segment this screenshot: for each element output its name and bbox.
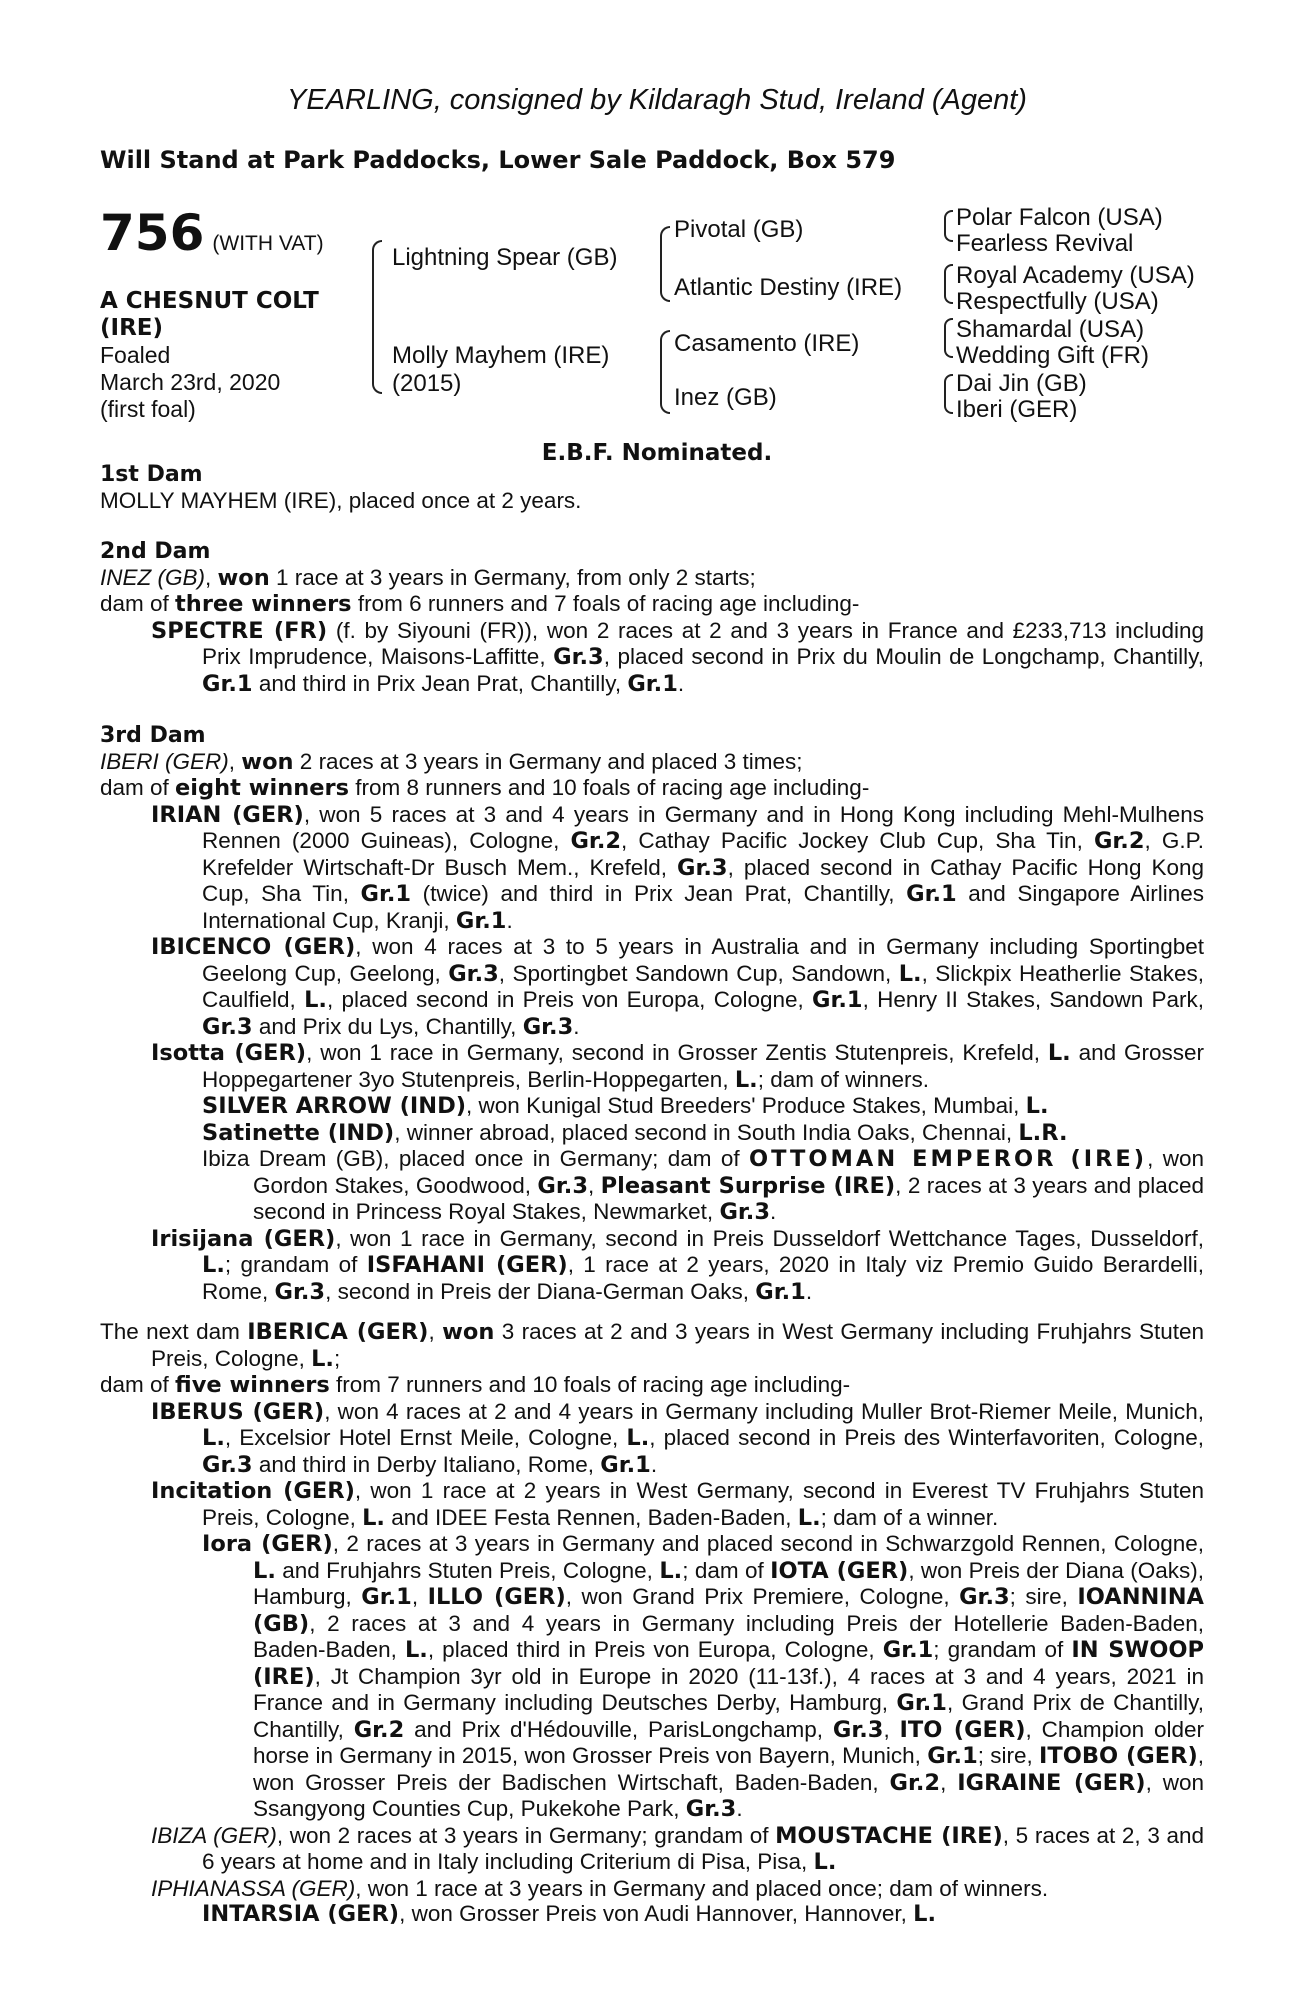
- pedigree-dam-year: (2015): [392, 370, 462, 397]
- produce-entry: IPHIANASSA (GER), won 1 race at 3 years in Germany and placed once; dam of winners.: [151, 1875, 1049, 1901]
- pedigree-brace-ss: [944, 210, 953, 242]
- produce-entry: Incitation (GER), won 1 race at 2 years in West Germany, second in Everest TV Fruhjahrs Stuten Preis, Cologne, L. and IDEE Festa Rennen, Baden-Baden, L.; dam of a winner.: [151, 1478, 1204, 1531]
- lot-number-block: [100, 204, 324, 262]
- stand-location: Will Stand at Park Paddocks, Lower Sale Paddock, Box 579: [100, 146, 896, 174]
- produce-entry: IBERUS (GER), won 4 races at 2 and 4 years in Germany including Muller Brot-Riemer Meile, Munich, L., Excelsior Hotel Ernst Meile, Cologne, L., placed second in Preis des Winterfavoriten, Cologne, Gr.3 and third in Derby Italiano, Rome, Gr.1.: [151, 1398, 1204, 1478]
- horse-sex-colour: A CHESNUT COLT: [100, 288, 319, 314]
- pedigree-sire-sire: Pivotal (GB): [674, 216, 804, 243]
- produce-entry: IBIZA (GER), won 2 races at 3 years in Germany; grandam of MOUSTACHE (IRE), 5 races at 2, 3 and 6 years at home and in Italy including Criterium di Pisa, Pisa, L.: [151, 1822, 1205, 1875]
- pedigree-brace-dd: [944, 374, 953, 414]
- pedigree-dds: Dai Jin (GB): [956, 370, 1087, 397]
- pedigree-dam-dam: Inez (GB): [674, 384, 777, 411]
- produce-entry: IBICENCO (GER), won 4 races at 3 to 5 years in Australia and in Germany including Sportingbet Geelong Cup, Geelong, Gr.3, Sportingbet Sandown Cup, Sandown, L., Slickpix Heatherlie Stakes, Caulfield, L., placed second in Preis von Europa, Cologne, Gr.1, Henry II Stakes, Sandown Park, Gr.3 and Prix du Lys, Chantilly, Gr.3.: [151, 934, 1205, 1040]
- foaled-label: Foaled: [100, 342, 171, 368]
- vat-label: (WITH VAT): [212, 232, 324, 255]
- second-dam-record: INEZ (GB), won 1 race at 3 years in Germany, from only 2 starts;: [100, 564, 756, 591]
- pedigree-brace-sd: [944, 264, 953, 304]
- pedigree-sire: Lightning Spear (GB): [392, 244, 618, 271]
- foal-note: (first foal): [100, 396, 196, 422]
- page-header: YEARLING, consigned by Kildaragh Stud, Ireland (Agent): [287, 84, 1027, 116]
- foaled-date: March 23rd, 2020: [100, 369, 281, 395]
- ebf-nominated: E.B.F. Nominated.: [541, 440, 773, 466]
- pedigree-brace-sire: [660, 226, 670, 302]
- next-dam-record: The next dam IBERICA (GER), won 3 races at 2 and 3 years in West Germany including Fruhjahrs Stuten Preis, Cologne, L.;: [100, 1319, 1204, 1372]
- horse-country: (IRE): [100, 315, 164, 341]
- pedigree-ssd: Fearless Revival: [956, 230, 1134, 257]
- third-dam-produce: dam of eight winners from 8 runners and 10 foals of racing age including-: [100, 775, 870, 801]
- pedigree-brace-ds: [944, 318, 953, 358]
- pedigree-ddd: Iberi (GER): [956, 396, 1078, 423]
- second-dam-produce: dam of three winners from 6 runners and 7 foals of racing age including-: [100, 591, 860, 617]
- produce-entry: SPECTRE (FR) (f. by Siyouni (FR)), won 2 races at 2 and 3 years in France and £233,713 including Prix Imprudence, Maisons-Laffitte, Gr.3, placed second in Prix du Moulin de Longchamp, Chantilly, Gr.1 and third in Prix Jean Prat, Chantilly, Gr.1.: [151, 617, 1205, 697]
- third-dam-record: IBERI (GER), won 2 races at 3 years in Germany and placed 3 times;: [100, 748, 803, 775]
- pedigree-sds: Royal Academy (USA): [956, 262, 1195, 289]
- pedigree-sire-dam: Atlantic Destiny (IRE): [674, 274, 903, 301]
- pedigree-brace-dam: [660, 330, 670, 414]
- produce-entry: Isotta (GER), won 1 race in Germany, second in Grosser Zentis Stutenpreis, Krefeld, L. and Grosser Hoppegartener 3yo Stutenpreis, Berlin-Hoppegarten, L.; dam of winners.: [151, 1040, 1204, 1093]
- pedigree-dam-sire: Casamento (IRE): [674, 330, 860, 357]
- third-dam-heading: 3rd Dam: [100, 723, 206, 748]
- produce-entry: INTARSIA (GER), won Grosser Preis von Audi Hannover, Hannover, L.: [202, 1901, 937, 1927]
- pedigree-sss: Polar Falcon (USA): [956, 204, 1163, 231]
- pedigree-dss: Shamardal (USA): [956, 316, 1145, 343]
- produce-entry: IRIAN (GER), won 5 races at 3 and 4 years in Germany and in Hong Kong including Mehl-Mulhens Rennen (2000 Guineas), Cologne, Gr.2, Cathay Pacific Jockey Club Cup, Sha Tin, Gr.2, G.P. Krefelder Wirtschaft-Dr Busch Mem., Krefeld, Gr.3, placed second in Cathay Pacific Hong Kong Cup, Sha Tin, Gr.1 (twice) and third in Prix Jean Prat, Chantilly, Gr.1 and Singapore Airlines International Cup, Kranji, Gr.1.: [151, 801, 1204, 934]
- produce-entry: SILVER ARROW (IND), won Kunigal Stud Breeders' Produce Stakes, Mumbai, L.: [202, 1093, 1049, 1119]
- next-dam-produce: dam of five winners from 7 runners and 10 foals of racing age including-: [100, 1372, 851, 1398]
- produce-entry: Ibiza Dream (GB), placed once in Germany; dam of OTTOMAN EMPEROR (IRE), won Gordon Stakes, Goodwood, Gr.3, Pleasant Surprise (IRE), 2 races at 3 years and placed second in Princess Royal Stakes, Newmarket, Gr.3.: [202, 1146, 1204, 1225]
- first-dam-text: MOLLY MAYHEM (IRE), placed once at 2 years.: [100, 487, 582, 513]
- first-dam-heading: 1st Dam: [100, 462, 203, 487]
- lot-number: 756: [100, 204, 205, 262]
- pedigree-sdd: Respectfully (USA): [956, 288, 1159, 315]
- pedigree-brace-main: [372, 240, 382, 394]
- produce-entry: Iora (GER), 2 races at 3 years in Germany and placed second in Schwarzgold Rennen, Cologne, L. and Fruhjahrs Stuten Preis, Cologne, L.; dam of IOTA (GER), won Preis der Diana (Oaks), Hamburg, Gr.1, ILLO (GER), won Grand Prix Premiere, Cologne, Gr.3; sire, IOANNINA (GB), 2 races at 3 and 4 years in Germany including Preis der Hotellerie Baden-Baden, Baden-Baden, L., placed third in Preis von Europa, Cologne, Gr.1; grandam of IN SWOOP (IRE), Jt Champion 3yr old in Europe in 2020 (11-13f.), 4 races at 3 and 4 years, 2021 in France and in Germany including Deutsches Derby, Hamburg, Gr.1, Grand Prix de Chantilly, Chantilly, Gr.2 and Prix d'Hédouville, ParisLongchamp, Gr.3, ITO (GER), Champion older horse in Germany in 2015, won Grosser Preis von Bayern, Munich, Gr.1; sire, ITOBO (GER), won Grosser Preis der Badischen Wirtschaft, Baden-Baden, Gr.2, IGRAINE (GER), won Ssangyong Counties Cup, Pukekohe Park, Gr.3.: [202, 1531, 1205, 1822]
- second-dam-heading: 2nd Dam: [100, 539, 211, 564]
- catalogue-body: [100, 462, 1204, 1928]
- pedigree-dsd: Wedding Gift (FR): [956, 342, 1149, 369]
- pedigree-dam: Molly Mayhem (IRE): [392, 342, 610, 369]
- produce-entry: Irisijana (GER), won 1 race in Germany, second in Preis Dusseldorf Wettchance Tages, Dusseldorf, L.; grandam of ISFAHANI (GER), 1 race at 2 years, 2020 in Italy viz Premio Guido Berardelli, Rome, Gr.3, second in Preis der Diana-German Oaks, Gr.1.: [151, 1225, 1205, 1305]
- horse-description: [100, 288, 360, 423]
- produce-entry: Satinette (IND), winner abroad, placed second in South India Oaks, Chennai, L.R.: [202, 1119, 1068, 1146]
